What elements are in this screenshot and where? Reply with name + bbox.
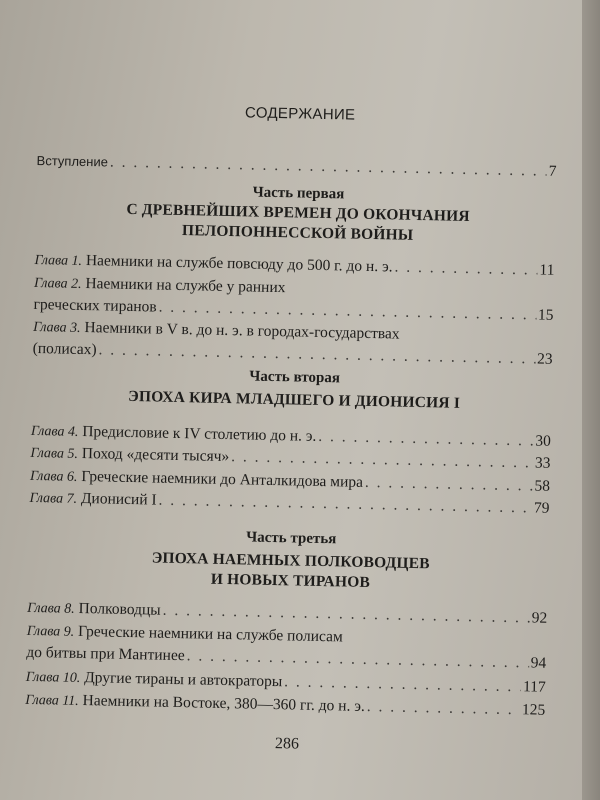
part-2-title-line-1: ЭПОХА КИРА МЛАДШЕГО И ДИОНИСИЯ I [128,387,461,412]
chapter-10-page: 117 [522,678,546,696]
chapter-1-title: Наемники на службе повсюду до 500 г. до н. э. [85,252,393,276]
chapter-8-title: Полководцы [78,599,161,619]
chapter-9-page: 94 [530,654,547,672]
chapter-8-page: 92 [531,609,548,627]
chapter-3-title-line-1: Наемники в V в. до н. э. в городах-государствах [84,319,400,343]
intro-page: 7 [548,162,557,180]
chapter-7-page: 79 [533,499,550,517]
chapter-7-prefix: Глава 7. [29,490,78,507]
chapter-6-prefix: Глава 6. [29,468,78,485]
chapter-7-title: Дионисий I [80,489,157,509]
chapter-10-prefix: Глава 10. [25,669,81,686]
part-2-label: Часть вторая [249,368,341,387]
leader-dots [110,152,547,182]
leader-dots [367,696,521,720]
chapter-1-page: 11 [539,261,555,279]
chapter-4-page: 30 [535,432,552,450]
chapter-9-title-line-1: Греческие наемники на службе полисам [77,622,343,646]
chapter-11-prefix: Глава 11. [25,692,79,709]
page-edge [582,0,600,800]
chapter-3-prefix: Глава 3. [32,319,81,336]
chapter-2-title-line-1: Наемники на службе у ранних [85,275,286,297]
page-number: 286 [274,735,300,753]
chapter-11-title: Наемники на Востоке, 380—360 гг. до н. э. [82,692,366,715]
leader-dots [284,671,521,697]
chapter-9-title-line-2: до битвы при Мантинее [26,643,185,665]
toc-title: СОДЕРЖАНИЕ [244,104,356,124]
chapter-6-page: 58 [534,477,551,495]
part-3-label: Часть третья [246,529,337,548]
chapter-5-page: 33 [534,454,551,472]
chapter-11-page: 125 [521,701,546,719]
leader-dots [394,256,537,280]
part-1-title-line-1: С ДРЕВНЕЙШИХ ВРЕМЕН ДО ОКОНЧАНИЯ [126,200,470,226]
part-1-title-line-2: ПЕЛОПОННЕССКОЙ ВОЙНЫ [181,222,414,244]
chapter-8-prefix: Глава 8. [27,600,75,617]
chapter-5-title: Поход «десяти тысяч» [81,444,230,466]
chapter-1-prefix: Глава 1. [34,252,83,269]
intro-label: Вступление [36,152,109,170]
chapter-2-title-line-2: греческих тиранов [33,295,157,316]
leader-dots [365,472,533,497]
toc-content [23,0,570,800]
chapter-9-prefix: Глава 9. [26,623,75,640]
part-3-title-line-2: И НОВЫХ ТИРАНОВ [210,570,371,592]
chapter-6-title: Греческие наемники до Анталкидова мира [81,467,364,491]
part-3-title-line-1: ЭПОХА НАЕМНЫХ ПОЛКОВОДЦЕВ [151,549,430,573]
chapter-2-prefix: Глава 2. [33,275,82,292]
toc-entry-intro [36,150,556,182]
chapter-10-title: Другие тираны и автократоры [84,669,283,691]
part-3-title [28,546,554,597]
chapter-4-title: Предисловие к IV столетию до н. э. [82,422,317,445]
chapter-3-page: 23 [536,350,553,368]
leader-dots [318,426,533,451]
part-1-label: Часть первая [252,184,345,203]
chapter-5-prefix: Глава 5. [30,445,79,462]
chapter-4-prefix: Глава 4. [30,423,79,440]
chapter-3-title-line-2: (полисах) [32,339,97,359]
chapter-2-page: 15 [537,306,554,324]
